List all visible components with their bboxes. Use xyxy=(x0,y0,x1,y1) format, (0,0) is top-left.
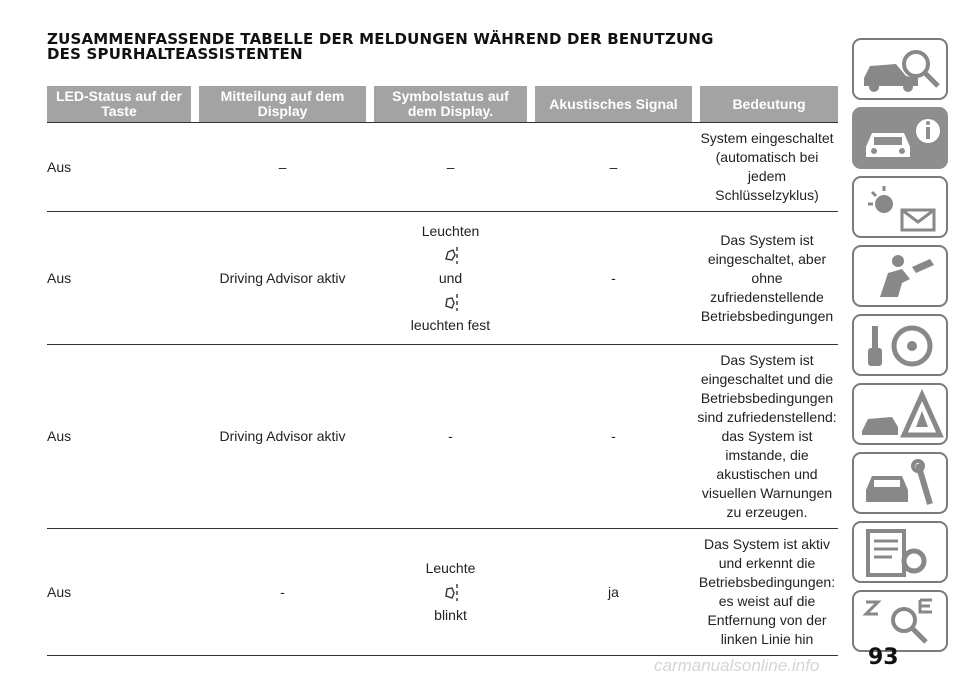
header-acoustic-signal: Akustisches Signal xyxy=(531,86,696,122)
car-dashboard-icon xyxy=(858,42,944,98)
page-number: 93 xyxy=(868,645,899,670)
page-title xyxy=(47,32,837,62)
tab-car-maintenance[interactable] xyxy=(852,452,948,514)
cell-led: Aus xyxy=(47,345,195,529)
table-row xyxy=(47,345,838,529)
header-led-status: LED-Status auf der Taste xyxy=(47,86,195,122)
header-display-message: Mitteilung auf dem Display xyxy=(195,86,370,122)
lane-departure-icon xyxy=(443,582,459,602)
tab-warning-lights[interactable] xyxy=(852,176,948,238)
cell-symbol: – xyxy=(370,123,531,212)
cell-signal: - xyxy=(531,212,696,345)
tab-alphabetical-index[interactable] xyxy=(852,590,948,652)
cell-symbol xyxy=(370,529,531,656)
table-row xyxy=(47,123,838,212)
car-maintenance-icon xyxy=(858,456,944,512)
cell-symbol: - xyxy=(370,345,531,529)
table-row xyxy=(47,212,838,345)
cell-meaning: System eingeschaltet (automatisch bei jedem Schlüsselzyklus) xyxy=(696,123,838,212)
car-info-icon xyxy=(858,111,944,167)
cell-display: - xyxy=(195,529,370,656)
emergency-triangle-icon xyxy=(858,387,944,443)
header-symbol-status: Symbolstatus auf dem Display. xyxy=(370,86,531,122)
cell-symbol xyxy=(370,212,531,345)
tab-seat-airbag[interactable] xyxy=(852,245,948,307)
symbol-text-after: leuchten fest xyxy=(410,316,491,333)
technical-data-icon xyxy=(858,525,944,581)
tab-car-info[interactable] xyxy=(852,107,948,169)
symbol-text-before: Leuchten xyxy=(421,222,480,239)
cell-display: – xyxy=(195,123,370,212)
seat-airbag-icon xyxy=(858,249,944,305)
tab-key-steering[interactable] xyxy=(852,314,948,376)
key-steering-wheel-icon xyxy=(858,318,944,374)
table-row xyxy=(47,529,838,656)
watermark: carmanualsonline.info xyxy=(654,656,820,675)
lane-departure-icon xyxy=(443,245,459,265)
cell-led: Aus xyxy=(47,212,195,345)
chapter-tabs xyxy=(852,38,948,659)
table-header-row xyxy=(47,86,838,122)
title-line-1: ZUSAMMENFASSENDE TABELLE DER MELDUNGEN WÄHREND DER BENUTZUNG xyxy=(47,30,714,48)
cell-signal: ja xyxy=(531,529,696,656)
cell-display: Driving Advisor aktiv xyxy=(195,345,370,529)
symbol-text-after: blinkt xyxy=(434,607,467,623)
message-table xyxy=(47,86,838,656)
tab-car-dashboard[interactable] xyxy=(852,38,948,100)
symbol-text-middle: und xyxy=(438,269,463,286)
tab-technical-data[interactable] xyxy=(852,521,948,583)
header-meaning: Bedeutung xyxy=(696,86,838,122)
tab-emergency[interactable] xyxy=(852,383,948,445)
cell-led: Aus xyxy=(47,529,195,656)
cell-meaning: Das System ist eingeschaltet, aber ohne zufriedenstellende Betriebsbedingungen xyxy=(696,212,838,345)
lane-departure-icon xyxy=(443,292,459,312)
cell-meaning: Das System ist aktiv und erkennt die Betriebsbedingungen: es weist auf die Entfernung von der linken Linie hin xyxy=(696,529,838,656)
alphabetical-index-icon xyxy=(858,594,944,650)
cell-meaning: Das System ist eingeschaltet und die Betriebsbedingungen sind zufriedenstellend: das System ist imstande, die akustischen und visuellen Warnungen zu erzeugen. xyxy=(696,345,838,529)
symbol-text-before: Leuchte xyxy=(425,560,476,576)
cell-signal: - xyxy=(531,345,696,529)
cell-led: Aus xyxy=(47,123,195,212)
title-line-2: DES SPURHALTEASSISTENTEN xyxy=(47,45,303,63)
cell-signal: – xyxy=(531,123,696,212)
cell-display: Driving Advisor aktiv xyxy=(195,212,370,345)
warning-lights-icon xyxy=(858,180,944,236)
